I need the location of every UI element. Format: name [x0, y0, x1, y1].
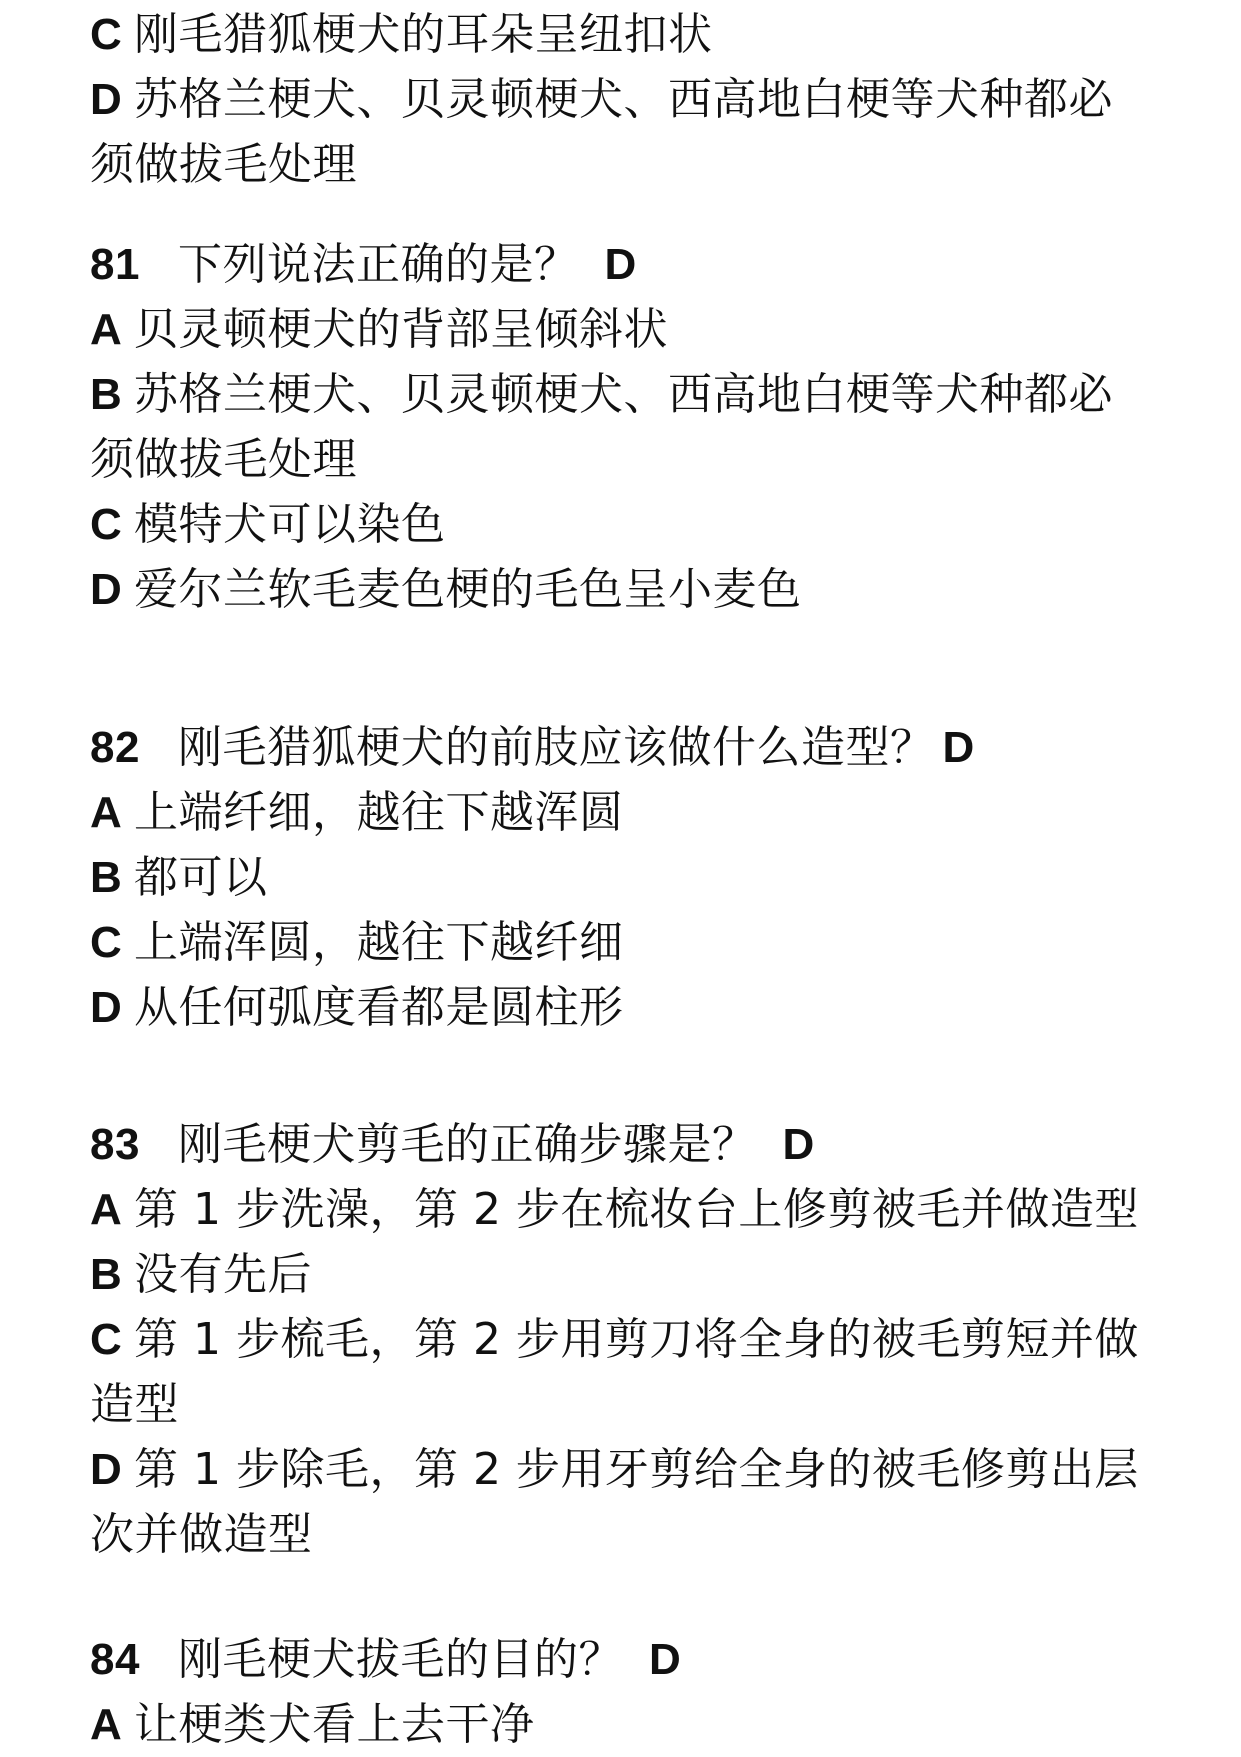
option-continuation: 造型 [90, 1379, 179, 1430]
prev-question-options [90, 2, 1113, 197]
option-text: 第 1 步梳毛，第 2 步用剪刀将全身的被毛剪短并做 [134, 1314, 1139, 1365]
option-text: 爱尔兰软毛麦色梗的毛色呈小麦色 [134, 564, 802, 615]
option-text: 第 1 步除毛，第 2 步用牙剪给全身的被毛修剪出层 [134, 1444, 1139, 1495]
option-letter: B [90, 370, 123, 419]
option-line [90, 1307, 1139, 1372]
option-letter: A [90, 1700, 123, 1749]
option-letter: C [90, 10, 123, 59]
question-82 [90, 715, 975, 1040]
option-line [90, 975, 975, 1040]
option-letter: C [90, 500, 123, 549]
option-text: 让梗类犬看上去干净 [134, 1699, 535, 1750]
option-line [90, 910, 975, 975]
option-text: 上端纤细，越往下越浑圆 [134, 787, 624, 838]
option-line [90, 1242, 1139, 1307]
option-text: 苏格兰梗犬、贝灵顿梗犬、西高地白梗等犬种都必 [134, 369, 1113, 420]
option-letter: A [90, 305, 123, 354]
option-letter: D [90, 983, 123, 1032]
answer-letter: D [942, 723, 975, 772]
option-text: 刚毛猎狐梗犬的耳朵呈纽扣状 [134, 9, 713, 60]
question-line [90, 1112, 1139, 1177]
option-line [90, 67, 1113, 132]
option-letter: A [90, 788, 123, 837]
option-line [90, 1437, 1139, 1502]
answer-letter: D [782, 1120, 815, 1169]
option-continuation: 次并做造型 [90, 1509, 313, 1560]
option-text: 没有先后 [134, 1249, 312, 1300]
option-line [90, 845, 975, 910]
question-text: 刚毛梗犬剪毛的正确步骤是？ [178, 1119, 757, 1170]
option-text: 第 1 步洗澡，第 2 步在梳妆台上修剪被毛并做造型 [134, 1184, 1139, 1235]
option-line [90, 557, 1113, 622]
option-text: 上端浑圆，越往下越纤细 [134, 917, 624, 968]
question-line [90, 715, 975, 780]
option-line [90, 780, 975, 845]
option-line [90, 362, 1113, 427]
question-text: 下列说法正确的是？ [178, 239, 579, 290]
option-letter: C [90, 918, 123, 967]
option-continuation: 须做拔毛处理 [90, 434, 357, 485]
option-text: 模特犬可以染色 [134, 499, 446, 550]
question-number: 82 [90, 723, 140, 772]
answer-letter: D [649, 1635, 682, 1684]
question-number: 83 [90, 1120, 140, 1169]
question-83 [90, 1112, 1139, 1567]
option-text: 贝灵顿梗犬的背部呈倾斜状 [134, 304, 668, 355]
question-number: 81 [90, 240, 140, 289]
option-line [90, 2, 1113, 67]
option-letter: D [90, 1445, 123, 1494]
option-text: 苏格兰梗犬、贝灵顿梗犬、西高地白梗等犬种都必 [134, 74, 1113, 125]
question-text: 刚毛猎狐梗犬的前肢应该做什么造型？ [178, 722, 935, 773]
option-text: 都可以 [134, 852, 268, 903]
question-line [90, 1627, 681, 1692]
question-text: 刚毛梗犬拔毛的目的？ [178, 1634, 623, 1685]
option-letter: A [90, 1185, 123, 1234]
option-line [90, 492, 1113, 557]
option-line [90, 1692, 681, 1757]
option-letter: B [90, 853, 123, 902]
option-letter: B [90, 1250, 123, 1299]
option-continuation: 须做拔毛处理 [90, 139, 357, 190]
option-line [90, 297, 1113, 362]
question-84 [90, 1627, 681, 1757]
question-line [90, 232, 1113, 297]
question-number: 84 [90, 1635, 140, 1684]
option-letter: D [90, 75, 123, 124]
option-letter: C [90, 1315, 123, 1364]
option-line [90, 1177, 1139, 1242]
answer-letter: D [604, 240, 637, 289]
question-81 [90, 232, 1113, 622]
option-letter: D [90, 565, 123, 614]
option-text: 从任何弧度看都是圆柱形 [134, 982, 624, 1033]
